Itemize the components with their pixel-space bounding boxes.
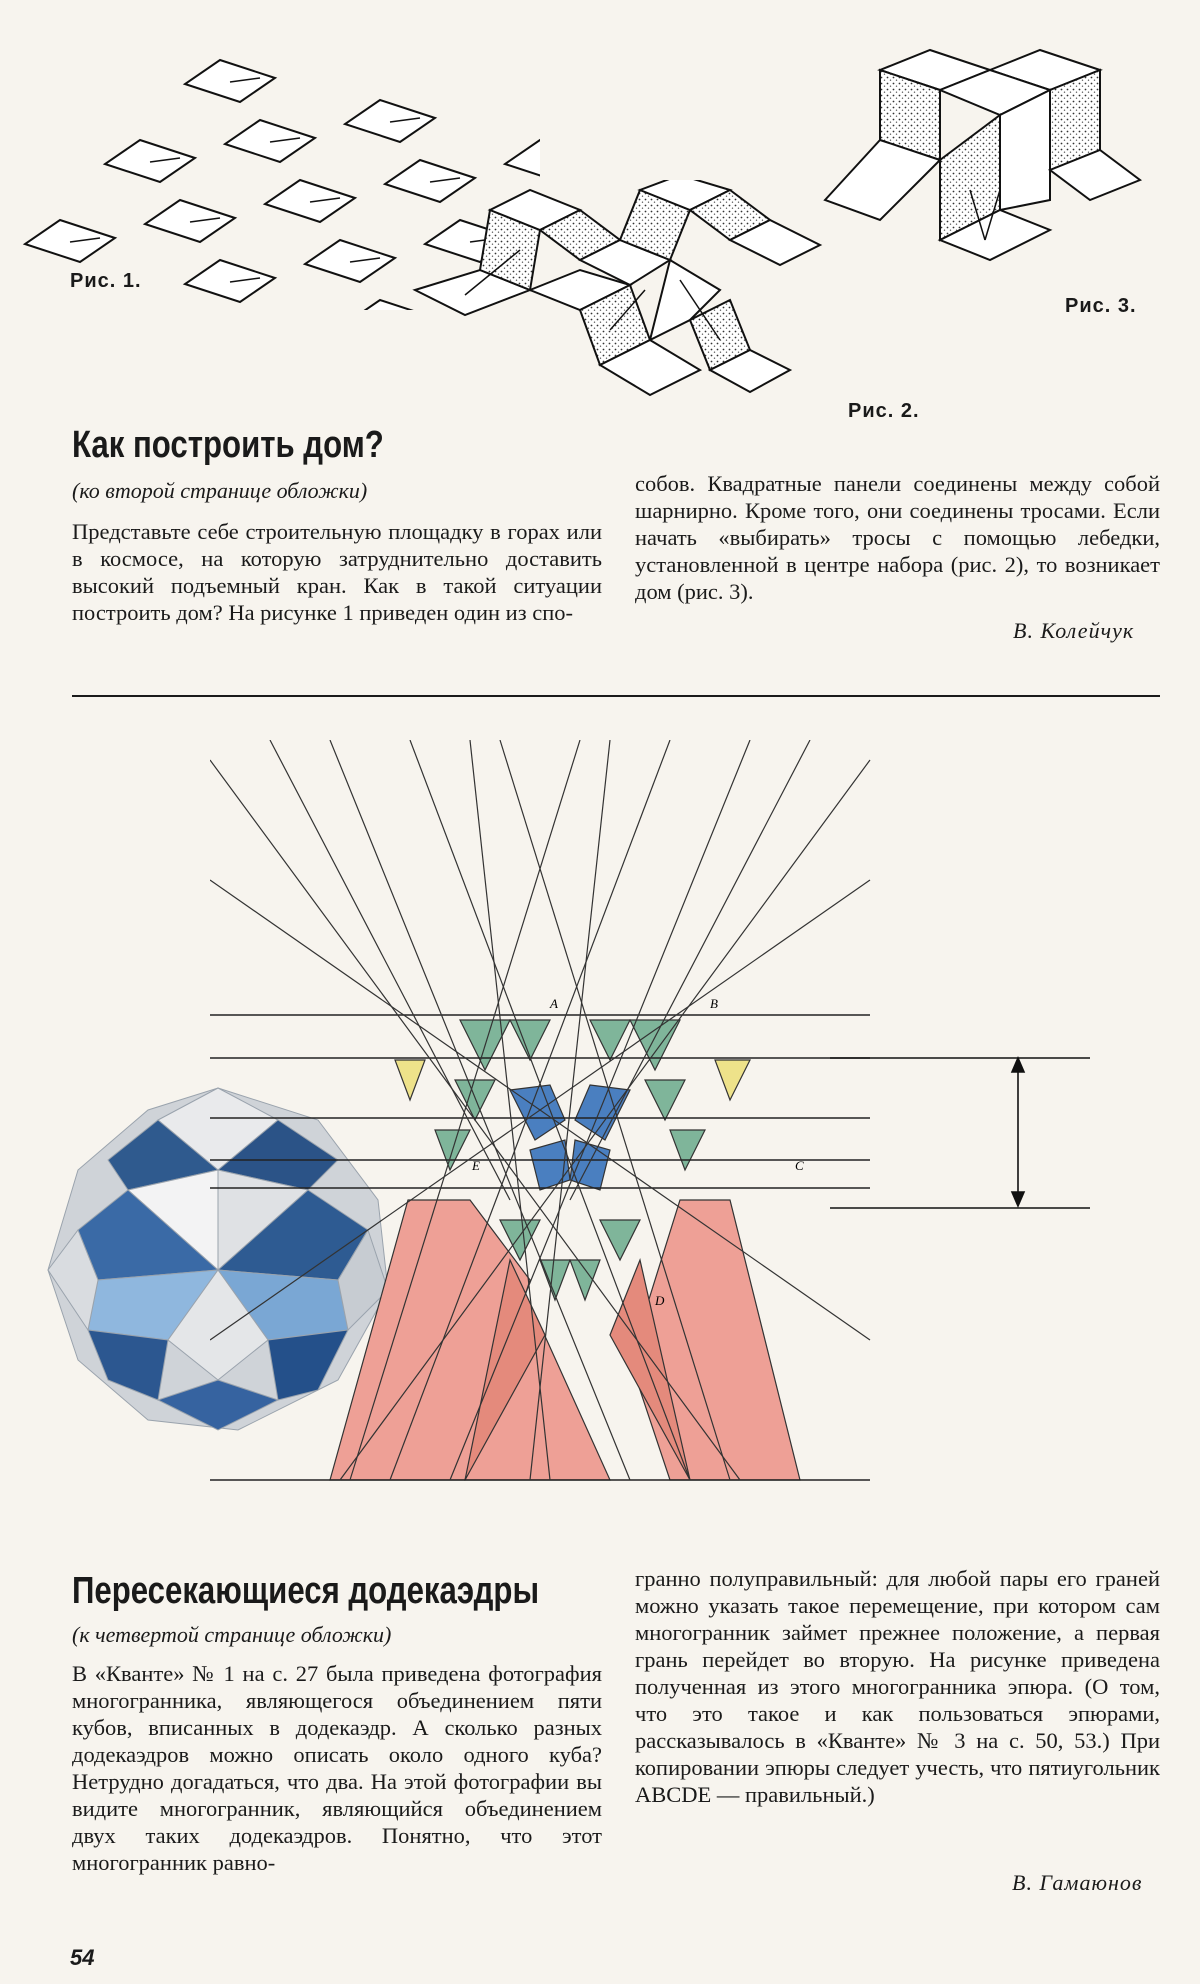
article-2-column-1-text: В «Кванте» № 1 на с. 27 была приведена фотография многогранника, являющегося объединением пяти кубов, вписанных в додекаэдр. А сколько разных додекаэдров можно описать около одного куба? Нетрудно догадаться, что два. На этой фотографии вы видите многогранник, являющийся объединением двух таких додекаэдров. Понятно, что этот многогранник равно- xyxy=(72,1661,602,1875)
panel xyxy=(225,120,315,162)
panel xyxy=(505,140,540,182)
article-2-author: В. Гамаюнов xyxy=(1012,1870,1143,1895)
figure-1-label: Рис. 1. xyxy=(70,270,142,292)
figure-2-label: Рис. 2. xyxy=(848,400,920,422)
article-1-column-2 xyxy=(635,470,1160,605)
article-2-column-2-text: гранно полуправильный: для любой пары его граней можно указать такое перемещение, при котором сам многогранник займет прежнее положение, а первая грань перейдет во вторую. На рисунке приведена полученная из этого многогранника эпюра. (О том, что это такое и как пользоваться эпюрами, рассказывалось в «Кванте» № 3 на с. 50, 53.) При копировании эпюры следует учесть, что пятиугольник ABCDE — правильный.) xyxy=(635,1566,1160,1807)
point-label-c: C xyxy=(795,1158,804,1173)
article-1-column-1-text: Представьте себе строительную площадку в горах или в космосе, на которую затруднительно доставить высокий подъемный кран. Как в такой ситуации построить дом? На рисунке 1 приведен один из спо- xyxy=(72,519,602,625)
article-1-title: Как построить дом? xyxy=(72,424,384,466)
panel xyxy=(145,200,235,242)
panel xyxy=(305,240,395,282)
panel xyxy=(105,140,195,182)
point-label-d: D xyxy=(655,1293,665,1308)
point-label-a: A xyxy=(550,996,558,1011)
figure-3-label: Рис. 3. xyxy=(1065,295,1137,317)
article-2-title: Пересекающиеся додекаэдры xyxy=(72,1570,540,1612)
point-label-e: E xyxy=(472,1158,480,1173)
section-divider xyxy=(72,695,1160,697)
dodecahedron-epure-diagram xyxy=(210,740,1090,1500)
figure-3-assembled-house xyxy=(820,40,1150,280)
panel xyxy=(185,260,275,302)
article-2-subtitle: (к четвертой странице обложки) xyxy=(72,1622,392,1647)
article-2-column-2 xyxy=(635,1565,1160,1808)
panel xyxy=(345,100,435,142)
article-2-column-1 xyxy=(72,1660,602,1876)
article-1-column-1 xyxy=(72,518,602,626)
panel xyxy=(265,180,355,222)
article-1-subtitle: (ко второй странице обложки) xyxy=(72,478,368,503)
page-number: 54 xyxy=(70,1945,95,1970)
panel xyxy=(25,220,115,262)
article-1-author: В. Колейчук xyxy=(1013,618,1135,643)
point-label-b: B xyxy=(710,996,718,1011)
panel xyxy=(185,60,275,102)
article-1-column-2-text: собов. Квадратные панели соединены между собой шарнирно. Кроме того, они соединены тросами. Если начать «выбирать» тросы с помощью лебедки, установленной в центре набора (рис. 2), то возникает дом (рис. 3). xyxy=(635,471,1160,604)
